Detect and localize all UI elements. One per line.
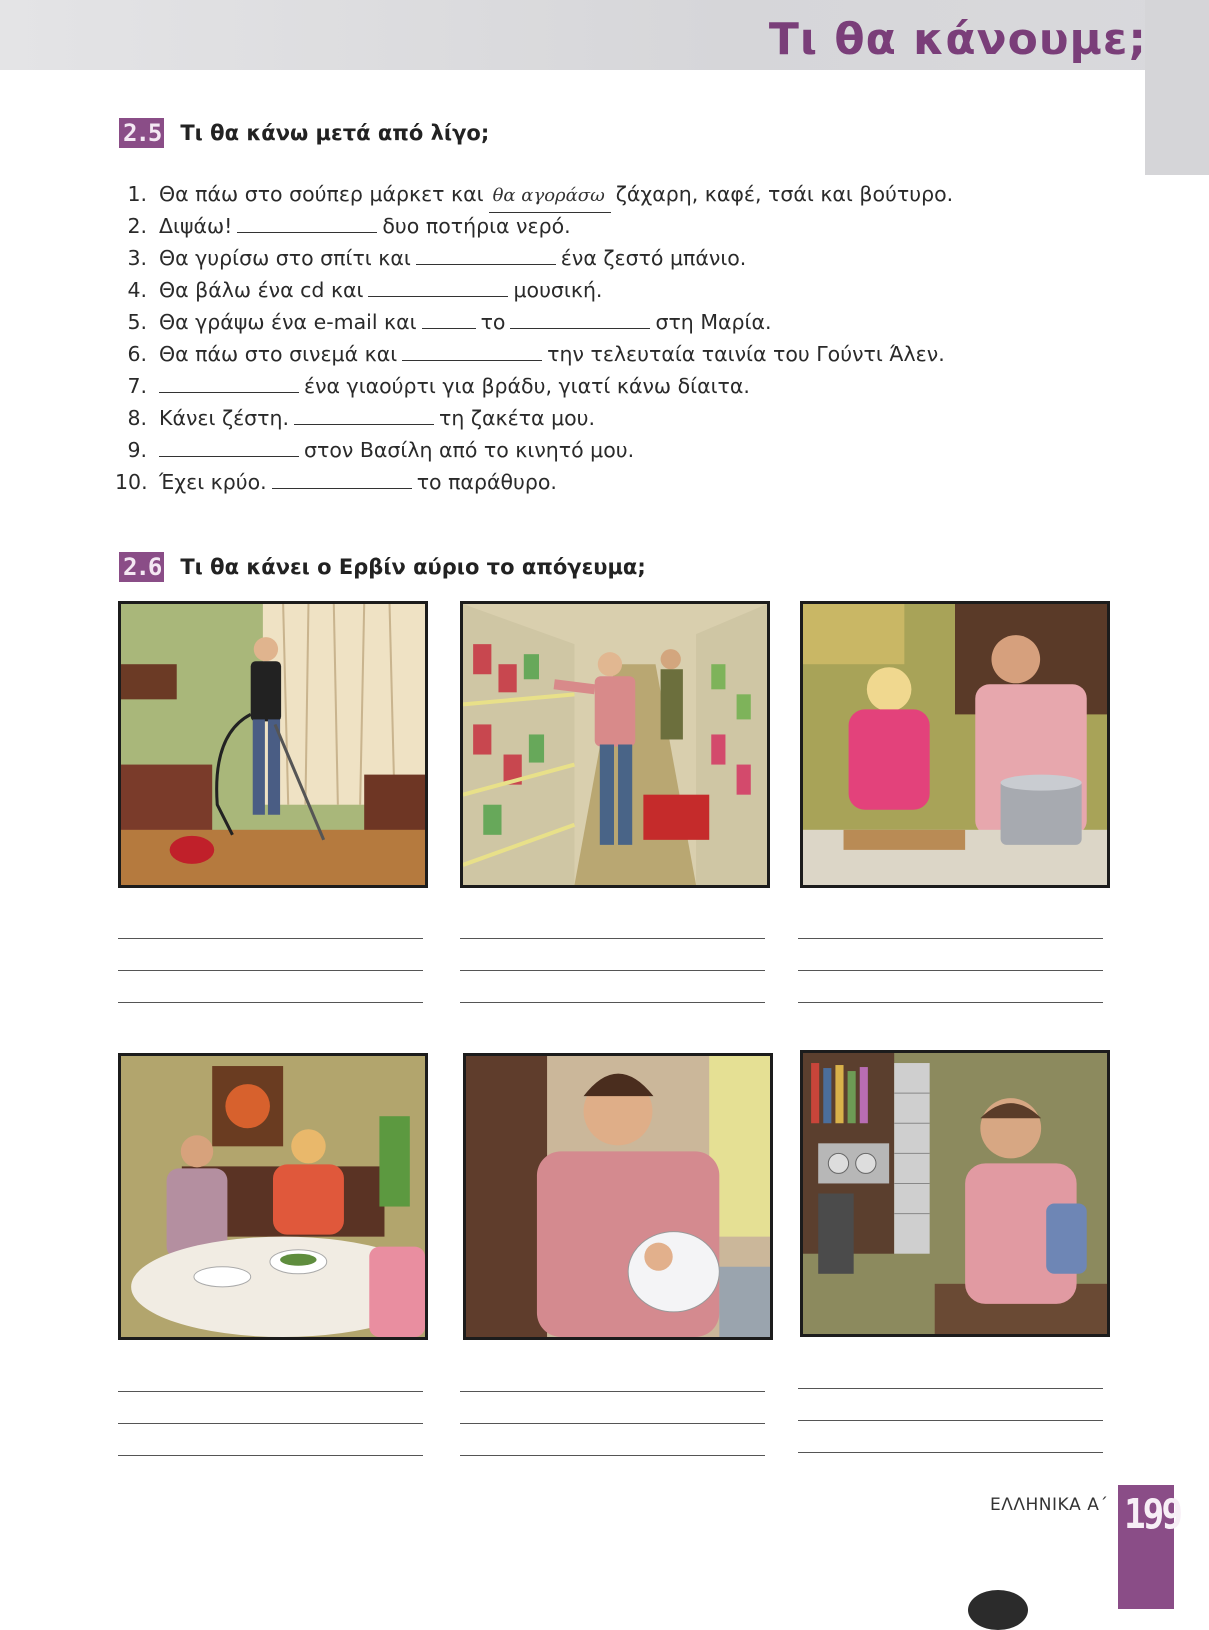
item-text: το [480,310,506,334]
item-number: 5. [127,310,147,334]
item-text: μουσική. [513,278,603,302]
writing-line[interactable] [118,1391,423,1392]
writing-line[interactable] [460,970,765,971]
item-text: Θα γυρίσω στο σπίτι και [159,246,411,270]
exercise-list [115,178,1015,498]
answer-blank[interactable] [294,402,434,425]
item-number: 2. [127,214,147,238]
list-item [115,242,1015,274]
item-number: 1. [127,182,147,206]
picture-music-relaxing [800,1050,1110,1337]
writing-line[interactable] [460,1455,765,1456]
section-heading-2-6 [119,552,646,582]
page-edge [0,70,32,1609]
picture-vacuuming [118,601,428,888]
item-text: Έχει κρύο. [159,470,267,494]
item-text: ένα ζεστό μπάνιο. [560,246,747,270]
picture-dinner [118,1053,428,1340]
list-item [115,370,1015,402]
item-text: το παράθυρο. [416,470,557,494]
answer-blank[interactable] [402,338,542,361]
item-number: 7. [127,374,147,398]
answer-blank[interactable] [237,210,377,233]
answer-blank[interactable] [368,274,508,297]
handwritten-answer: θα αγοράσω [489,180,611,213]
item-text: στον Βασίλη από το κινητό μου. [304,438,635,462]
writing-line[interactable] [460,1423,765,1424]
answer-blank[interactable] [416,242,556,265]
item-text: Διψάω! [159,214,233,238]
item-text: Θα πάω στο σούπερ μάρκετ και [159,182,484,206]
item-text: Θα γράψω ένα e-mail και [159,310,417,334]
item-text: στη Μαρία. [655,310,772,334]
writing-line[interactable] [460,1391,765,1392]
exercise-badge: 2.5 [119,118,164,148]
list-item [115,466,1015,498]
picture-cooking [800,601,1110,888]
writing-line[interactable] [798,1420,1103,1421]
answer-blank[interactable] [159,434,299,457]
item-number: 3. [127,246,147,270]
item-number: 8. [127,406,147,430]
writing-line[interactable] [798,1388,1103,1389]
list-item [115,402,1015,434]
item-number: 4. [127,278,147,302]
writing-line[interactable] [118,1423,423,1424]
page-number: 199 [1124,1491,1181,1539]
section-heading-2-5 [119,118,489,148]
picture-supermarket [460,601,770,888]
writing-line[interactable] [460,1002,765,1003]
answer-blank[interactable] [422,306,476,329]
writing-line[interactable] [118,970,423,971]
list-item [115,178,1015,210]
answer-blank[interactable] [159,370,299,393]
item-text: Θα πάω στο σινεμά και [159,342,398,366]
list-item [115,210,1015,242]
writing-line[interactable] [798,970,1103,971]
picture-washing-dishes [463,1053,773,1340]
answer-blank[interactable] [510,306,650,329]
writing-line[interactable] [118,938,423,939]
list-item [115,338,1015,370]
right-tab-band [1145,0,1209,175]
page-title: Τι θα κάνουμε; [768,14,1147,65]
writing-line[interactable] [798,1002,1103,1003]
list-item [115,434,1015,466]
item-number: 9. [127,438,147,462]
exercise-badge: 2.6 [119,552,164,582]
item-number: 6. [127,342,147,366]
writing-line[interactable] [798,1452,1103,1453]
item-text: ζάχαρη, καφέ, τσάι και βούτυρο. [615,182,954,206]
writing-line[interactable] [460,938,765,939]
list-item [115,274,1015,306]
item-text: ένα γιαούρτι για βράδυ, γιατί κάνω δίαιτα. [304,374,750,398]
writing-line[interactable] [118,1455,423,1456]
writing-line[interactable] [798,938,1103,939]
writing-line[interactable] [118,1002,423,1003]
section-title: Τι θα κάνω μετά από λίγο; [180,121,490,145]
corner-mark [968,1590,1028,1630]
item-text: τη ζακέτα μου. [439,406,596,430]
answer-blank[interactable] [272,466,412,489]
item-text: Κάνει ζέστη. [159,406,290,430]
item-text: την τελευταία ταινία του Γούντι Άλεν. [547,342,945,366]
section-title: Τι θα κάνει ο Ερβίν αύριο το απόγευμα; [180,555,646,579]
item-text: δυο ποτήρια νερό. [382,214,571,238]
item-number: 10. [115,470,148,494]
item-text: Θα βάλω ένα cd και [159,278,364,302]
book-title: ΕΛΛΗΝΙΚΑ Α΄ [990,1495,1109,1515]
list-item [115,306,1015,338]
